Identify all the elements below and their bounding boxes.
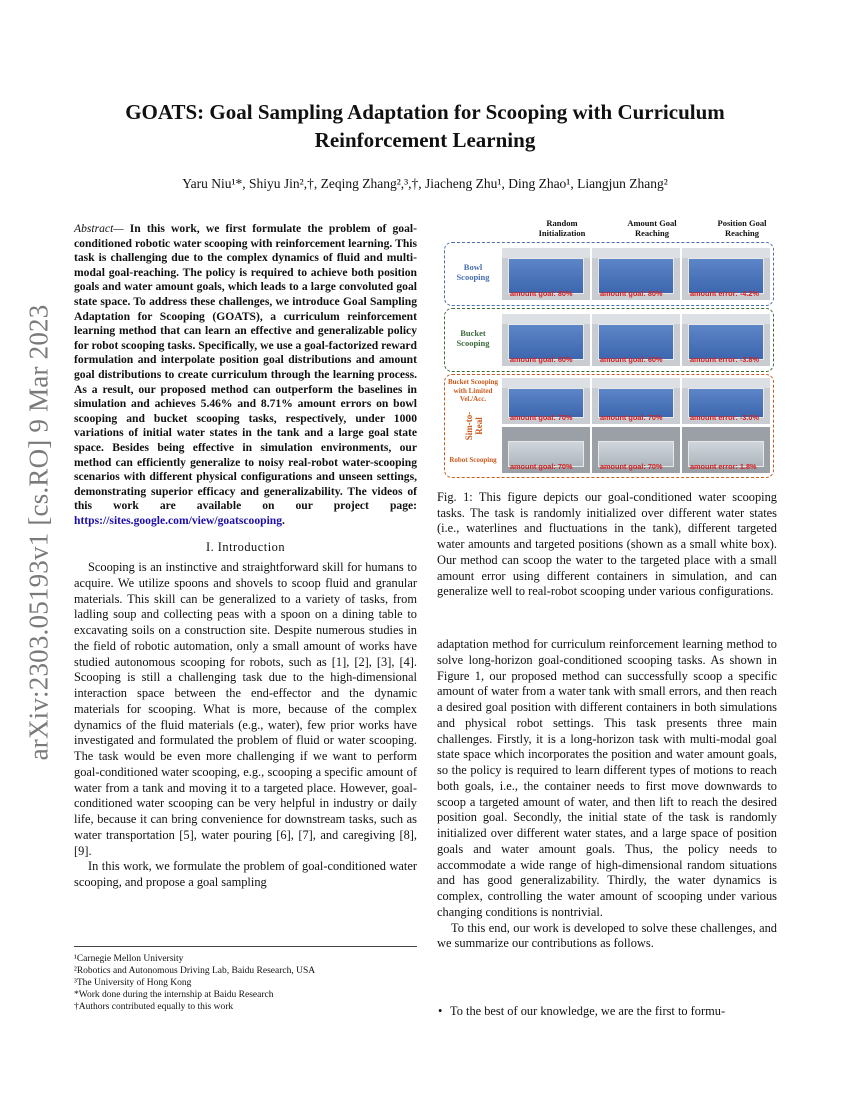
- right-column-body: [437, 637, 777, 952]
- real-robot-photo: [502, 427, 590, 473]
- fig-row-label: Bucket Scooping: [456, 328, 490, 348]
- intro-paragraph: Scooping is an instinctive and straightforward skill for humans to acquire. We utilize spoons and shovels to scoop fluid and granular materials. This skill can be generalized to a variety of tasks, from ladling soup and collecting peas with a spoon on a dining table to excavating soils on a construction site. Despite numerous studies in the field of robotic automation, only a small amount of works have studied autonomous scooping for robots, such as [1], [2], [3], [4]. Scooping is still a challenging task due to the high-dimensional interaction space between the end-effector and the dynamic materials for scooping. What is more, because of the complex dynamics of the fluid materials (e.g., water), few prior works have investigated and formulated the problem of fluid or water scooping. The task would be even more challenging if we want to perform goal-conditioned water scooping, e.g., scooping a specific amount of water from a tank and moving it to a targeted place. However, goal-conditioned water scooping can be very helpful in industry or daily life, because it can bring convenience for downstream tasks, such as water transportation [5], water pouring [6], [7], and caregiving [8], [9].: [74, 560, 417, 858]
- frame-caption: amount goal: 60%: [600, 355, 663, 364]
- author-list: Yaru Niu¹*, Shiyu Jin²,†, Zeqing Zhang²,³,†, Jiacheng Zhu¹, Ding Zhao¹, Liangjun Zhang²: [182, 176, 668, 191]
- abstract: [74, 222, 417, 528]
- figure-1: [440, 216, 775, 480]
- sim-frame: [592, 248, 680, 300]
- sim-frame: [682, 314, 770, 366]
- frame-caption: amount error: -3.8%: [690, 355, 759, 364]
- introduction-body: [74, 560, 417, 891]
- frame-caption: amount error: 1.8%: [690, 462, 757, 471]
- fig-row-label: Bucket Scooping with Limited Vel./Acc.: [448, 378, 498, 403]
- sim-frame: [592, 314, 680, 366]
- intro-paragraph: In this work, we formulate the problem of goal-conditioned water scooping, and propose a goal sampling: [74, 859, 417, 889]
- body-paragraph: adaptation method for curriculum reinforcement learning method to solve long-horizon goal-conditioned scooping tasks. As shown in Figure 1, our proposed method can successfully scoop a specific amount of water from a water tank with small errors, and then reach a desired goal position with different containers in both simulations and physical robot settings. This task presents three main challenges. Firstly, it is a long-horizon task with multi-modal goal state space which incorporates the position and water amount goals, so the policy is required to learn different types of motions to reach both goals, i.e., the container needs to first move downwards to scoop a targeted amount of water, and then lift to reach the desired position goal. Secondly, the initial state of the task is randomly initialized over different water states, and a large space of position goals and water amount goals. Thus, the policy needs to accommodate a wide range of high-dimensional random situations and has good generalizability. Thirdly, the water dynamics is complex, controlling the water amount of scooping under various changing conditions is nontrivial.: [437, 637, 777, 919]
- figure-caption: Fig. 1: This figure depicts our goal-conditioned water scooping tasks. The task is randomly initialized over different water states (i.e., waterlines and fluctuations in the tank), different targeted water amounts and targeted positions (shown as a small white box). Our method can scoop the water to the targeted place with a small amount error using different containers in simulation, and can generalize well to real-robot scooping under various configurations.: [437, 490, 777, 599]
- frame-caption: amount goal: 80%: [510, 289, 573, 298]
- abstract-text: In this work, we first formulate the problem of goal-conditioned robotic water scooping with reinforcement learning. This task is challenging due to the complex dynamics of fluid and multi-modal goal-reaching. The policy is required to achieve both position goals and water amount goals, which leads to a large convoluted goal state space. To address these challenges, we introduce Goal Sampling Adaptation for Scooping (GOATS), a curriculum reinforcement learning method that can learn an effective and generalizable policy for robot scooping tasks. Specifically, we use a goal-factorized reward formulation and interpolate position goal distributions and amount goal distributions to create curriculum through the learning process. As a result, our proposed method can outperform the baselines in simulation and achieves 5.46% and 8.71% amount errors on bowl scooping and bucket scooping tasks, respectively, under 1000 variations of initial water states in the tank and a large goal state space. Besides being effective in simulation environments, our method can efficiently generalize to noisy real-robot water-scooping scenarios with different physical configurations and unseen settings, demonstrating superior efficacy and generalizability. The videos of this work are available on our project page:: [74, 222, 417, 513]
- sim-frame: [502, 248, 590, 300]
- footnote: *Work done during the internship at Baidu Research: [74, 990, 274, 1000]
- frame-caption: amount goal: 70%: [600, 462, 663, 471]
- contribution-bullet: • To the best of our knowledge, we are the first to formu-: [450, 1004, 777, 1019]
- arxiv-stamp-text: arXiv:2303.05193v1 [cs.RO] 9 Mar 2023: [23, 304, 54, 760]
- sim-frame: [502, 378, 590, 424]
- sim-frame: [682, 248, 770, 300]
- footnotes: [74, 946, 417, 1013]
- frame-caption: amount error: -4.2%: [690, 289, 759, 298]
- footnote: ¹Carnegie Mellon University: [74, 954, 184, 964]
- footnote: ²Robotics and Autonomous Driving Lab, Baidu Research, USA: [74, 966, 316, 976]
- footnote: †Authors contributed equally to this work: [74, 1002, 234, 1012]
- footnote: ³The University of Hong Kong: [74, 978, 192, 988]
- sim-frame: [592, 378, 680, 424]
- real-robot-photo: [592, 427, 680, 473]
- project-page-link[interactable]: https://sites.google.com/view/goatscooping: [74, 513, 283, 527]
- real-robot-photo: [682, 427, 770, 473]
- frame-caption: amount goal: 80%: [600, 289, 663, 298]
- sim-frame: [682, 378, 770, 424]
- frame-caption: amount goal: 60%: [510, 355, 573, 364]
- body-paragraph: To this end, our work is developed to solve these challenges, and we summarize our contributions as follows.: [437, 920, 777, 951]
- abstract-end: .: [282, 513, 285, 527]
- frame-caption: amount goal: 70%: [600, 413, 663, 422]
- paper-title: GOATS: Goal Sampling Adaptation for Scooping with Curriculum Reinforcement Learning: [125, 100, 725, 152]
- fig-row-label: Bowl Scooping: [456, 262, 490, 282]
- fig-column-heading: Amount Goal Reaching: [627, 218, 677, 238]
- abstract-lead: Abstract—: [74, 222, 124, 235]
- frame-caption: amount goal: 70%: [510, 413, 573, 422]
- frame-caption: amount error: -3.0%: [690, 413, 759, 422]
- sim-frame: [502, 314, 590, 366]
- fig-column-heading: Position Goal Reaching: [717, 218, 767, 238]
- sim-to-real-label: Sim-to-Real: [464, 411, 484, 441]
- arxiv-stamp: [17, 292, 61, 772]
- section-heading-introduction: I. Introduction: [205, 540, 286, 554]
- frame-caption: amount goal: 70%: [510, 462, 573, 471]
- fig-column-heading: Random Initialization: [538, 218, 586, 238]
- fig-row-label: Robot Scooping: [449, 456, 497, 464]
